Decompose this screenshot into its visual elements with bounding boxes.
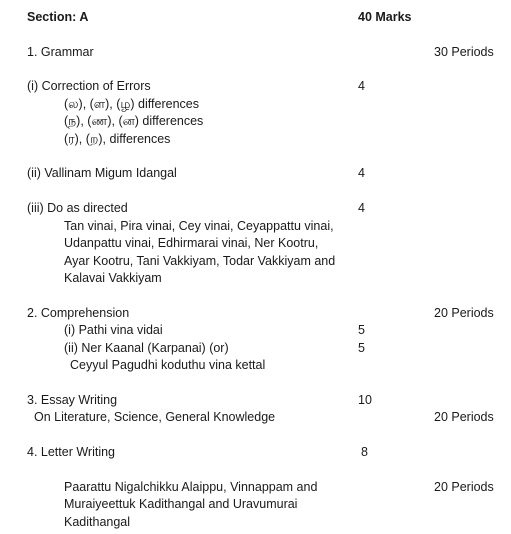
grammar-item-1-line-3: (ர), (ற), differences	[64, 132, 171, 146]
comprehension-title: 2. Comprehension	[27, 306, 130, 320]
grammar-item-3-label: (iii) Do as directed	[27, 201, 128, 215]
comprehension-item-3-label: Ceyyul Pagudhi koduthu vina kettal	[70, 358, 266, 372]
letter-periods: 20 Periods	[434, 480, 494, 494]
letter-marks: 8	[361, 445, 368, 459]
grammar-item-1-marks: 4	[358, 79, 365, 93]
essay-title: 3. Essay Writing	[27, 393, 118, 407]
grammar-periods: 30 Periods	[434, 45, 494, 59]
essay-subtitle: On Literature, Science, General Knowledge	[34, 410, 276, 424]
section-heading: Section: A	[27, 10, 89, 24]
grammar-item-3-line-2: Udanpattu vinai, Edhirmarai vinai, Ner Kootru,	[64, 236, 319, 250]
grammar-item-3-line-4: Kalavai Vakkiyam	[64, 271, 162, 285]
grammar-item-3-line-3: Ayar Kootru, Tani Vakkiyam, Todar Vakkiyam and	[64, 254, 336, 268]
grammar-item-1-line-1: (ல), (ள), (ழ) differences	[64, 97, 199, 111]
grammar-item-3-line-1: Tan vinai, Pira vinai, Cey vinai, Ceyappattu vinai,	[64, 219, 334, 233]
comprehension-item-1-marks: 5	[358, 323, 365, 337]
essay-marks: 10	[358, 393, 372, 407]
grammar-title: 1. Grammar	[27, 45, 94, 59]
comprehension-item-1-label: (i) Pathi vina vidai	[64, 323, 163, 337]
comprehension-item-2-label: (ii) Ner Kaanal (Karpanai) (or)	[64, 341, 229, 355]
grammar-item-2-marks: 4	[358, 166, 365, 180]
comprehension-periods: 20 Periods	[434, 306, 494, 320]
essay-periods: 20 Periods	[434, 410, 494, 424]
section-marks: 40 Marks	[358, 10, 412, 24]
grammar-item-2-label: (ii) Vallinam Migum Idangal	[27, 166, 177, 180]
comprehension-item-2-marks: 5	[358, 341, 365, 355]
grammar-item-3-marks: 4	[358, 201, 365, 215]
letter-line-2: Muraiyeettuk Kadithangal and Uravumurai	[64, 497, 298, 511]
letter-line-3: Kadithangal	[64, 515, 131, 529]
letter-title: 4. Letter Writing	[27, 445, 116, 459]
grammar-item-1-line-2: (ந), (ண), (ன) differences	[64, 114, 204, 128]
grammar-item-1-label: (i) Correction of Errors	[27, 79, 151, 93]
letter-line-1: Paarattu Nigalchikku Alaippu, Vinnappam and	[64, 480, 318, 494]
